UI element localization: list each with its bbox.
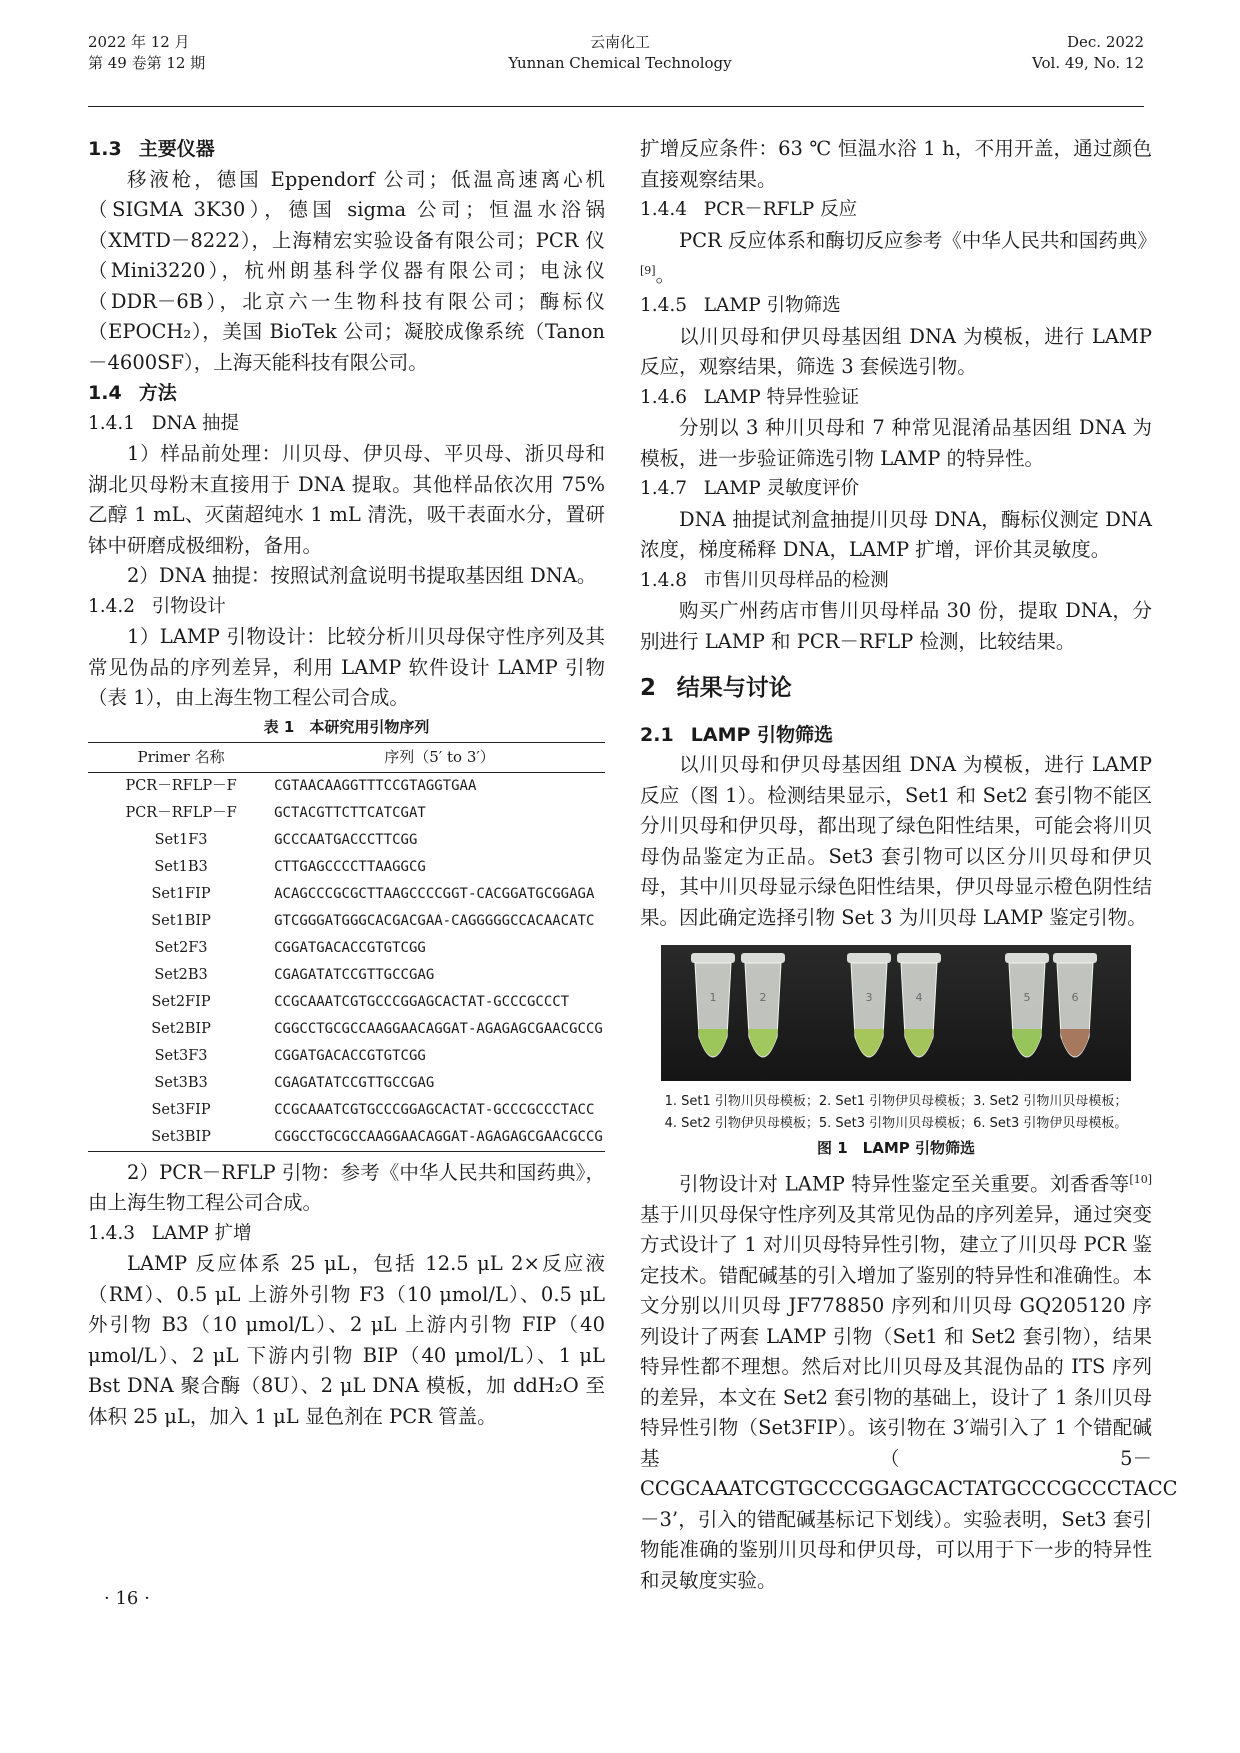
header-date-cn: 2022 年 12 月: [88, 33, 190, 51]
figure-caption-line-1: 1. Set1 引物川贝母模板；2. Set1 引物伊贝母模板；3. Set2 引物川贝母模板；: [664, 1093, 1128, 1109]
section-1-4-5-text: 以川贝母和伊贝母基因组 DNA 为模板，进行 LAMP 反应，观察结果，筛选 3 套候选引物。: [640, 324, 1152, 378]
primer-sequence: CCGCAAATCGTGCCCGGAGCACTAT-GCCCGCCCTACC: [274, 1101, 595, 1118]
tube-label: 3: [865, 991, 873, 1004]
primer-table: [88, 742, 605, 1152]
left-column: [88, 134, 605, 1432]
tube-cap: [691, 953, 735, 963]
primer-name: Set1F3: [154, 831, 208, 848]
primer-name: PCR－RFLP－F: [125, 804, 237, 821]
tube-label: 5: [1023, 991, 1031, 1004]
section-1-4-2-para-2: 2）PCR－RFLP 引物：参考《中华人民共和国药典》，由上海生物工程公司合成。: [88, 1160, 605, 1214]
table-header-name: Primer 名称: [88, 742, 274, 772]
primer-sequence: CTTGAGCCCCTTAAGGCG: [274, 858, 426, 875]
table-row: [88, 935, 605, 962]
primer-name: Set3BIP: [151, 1128, 211, 1145]
tube-label: 4: [915, 991, 923, 1004]
tube-cap: [847, 953, 891, 963]
primer-name: Set1BIP: [151, 912, 211, 929]
header-rule: [88, 106, 1144, 107]
primer-sequence: CGGCCTGCGCCAAGGAACAGGAT-AGAGAGCGAACGCCG: [274, 1128, 603, 1145]
section-1-4-1-para-2: 2）DNA 抽提：按照试剂盒说明书提取基因组 DNA。: [127, 564, 597, 587]
primer-name: Set3FIP: [151, 1101, 211, 1118]
section-1-4-6-heading: 1.4.6 LAMP 特异性验证: [640, 386, 860, 408]
section-1-4-4-heading: 1.4.4 PCR－RFLP 反应: [640, 199, 858, 220]
section-1-4-7-text: DNA 抽提试剂盒抽提川贝母 DNA，酶标仪测定 DNA 浓度，梯度稀释 DNA，LAMP 扩增，评价其灵敏度。: [640, 507, 1152, 561]
primer-sequence: CGAGATATCCGTTGCCGAG: [274, 1074, 435, 1091]
primer-sequence: CCGCAAATCGTGCCCGGAGCACTAT-GCCCGCCCT: [274, 993, 570, 1010]
table-header-sequence: 序列（5′ to 3′）: [274, 742, 605, 772]
tube-cap: [897, 953, 941, 963]
figure-title: 图 1 LAMP 引物筛选: [817, 1138, 975, 1157]
section-1-3-heading: 1.3 主要仪器: [88, 138, 215, 160]
primer-sequence: GTCGGGATGGGCACGACGAA-CAGGGGGCCACAACATC: [274, 912, 595, 929]
section-1-3-text: 移液枪，德国 Eppendorf 公司；低温高速离心机（SIGMA 3K30），德国 sigma 公司；恒温水浴锅（XMTD－8222），上海精宏实验设备有限公司；PCR 仪（Mini3220），杭州朗基科学仪器有限公司；电泳仪（DDR－6B），北京六一生物科技有限公司；酶标仪（EPOCH₂），美国 BioTek 公司；凝胶成像系统（Tanon－4600SF），上海天能科技有限公司。: [88, 167, 605, 374]
primer-sequence: CGGCCTGCGCCAAGGAACAGGAT-AGAGAGCGAACGCCG: [274, 1020, 603, 1037]
header-date-en: Dec. 2022: [1066, 33, 1144, 51]
section-1-4-7-heading: 1.4.7 LAMP 灵敏度评价: [640, 478, 860, 499]
table-row: [88, 908, 605, 935]
primer-name: Set2F3: [154, 939, 208, 956]
primer-name: PCR－RFLP－F: [125, 777, 237, 794]
primer-name: Set1B3: [154, 858, 208, 875]
header-right: [1032, 32, 1144, 74]
primer-sequence: GCTACGTTCTTCATCGAT: [274, 804, 426, 821]
primer-name: Set1FIP: [151, 885, 211, 902]
primer-sequence: CGTAACAAGGTTTCCGTAGGTGAA: [274, 777, 477, 794]
tube-label: 2: [759, 991, 767, 1004]
section-1-4-3-heading: 1.4.3 LAMP 扩增: [88, 1222, 252, 1244]
section-1-4-1-para-1: 1）样品前处理：川贝母、伊贝母、平贝母、浙贝母和湖北贝母粉末直接用于 DNA 提取。其他样品依次用 75% 乙醇 1 mL、灭菌超纯水 1 mL 清洗，吸干表面水分，置研钵中研磨成极细粉，备用。: [88, 442, 605, 557]
journal-title-en: Yunnan Chemical Technology: [508, 54, 732, 72]
table-header-row: [88, 742, 605, 772]
figure-1: [640, 945, 1152, 1161]
section-1-4-heading: 1.4 方法: [88, 382, 177, 404]
primer-sequence: CGGATGACACCGTGTCGG: [274, 939, 426, 956]
primer-sequence: ACAGCCCGCGCTTAAGCCCCGGT-CACGGATGCGGAGA: [274, 885, 595, 902]
primer-name: Set3B3: [154, 1074, 208, 1091]
table-row: [88, 1097, 605, 1124]
section-1-4-2-heading: 1.4.2 引物设计: [88, 595, 226, 617]
section-1-4-2-para-1: 1）LAMP 引物设计：比较分析川贝母保守性序列及其常见伪品的序列差异，利用 LAMP 软件设计 LAMP 引物（表 1），由上海生物工程公司合成。: [88, 625, 605, 709]
amplification-conditions: 扩增反应条件：63 ℃ 恒温水浴 1 h，不用开盖，通过颜色直接观察结果。: [640, 137, 1152, 191]
primer-name: Set2FIP: [151, 993, 211, 1010]
table-row: [88, 1070, 605, 1097]
tube-cap: [1005, 953, 1049, 963]
section-1-4-5-heading: 1.4.5 LAMP 引物筛选: [640, 295, 841, 316]
primer-name: Set2B3: [154, 966, 208, 983]
table-row: [88, 854, 605, 881]
primer-sequence: CGGATGACACCGTGTCGG: [274, 1047, 426, 1064]
primer-sequence: CGAGATATCCGTTGCCGAG: [274, 966, 435, 983]
tube-label: 6: [1071, 991, 1079, 1004]
table-row: [88, 1016, 605, 1043]
primer-sequence: GCCCAATGACCCTTCGG: [274, 831, 418, 848]
table-caption: 表 1 本研究用引物序列: [263, 717, 430, 736]
right-column: [640, 134, 1178, 1596]
table-row: [88, 1124, 605, 1152]
tube-cap: [1053, 953, 1097, 963]
figure-caption-line-2: 4. Set2 引物伊贝母模板；5. Set3 引物川贝母模板；6. Set3 引物伊贝母模板。: [664, 1115, 1128, 1131]
table-row: [88, 881, 605, 908]
section-1-4-1-heading: 1.4.1 DNA 抽提: [88, 412, 239, 434]
section-1-4-3-text: LAMP 反应体系 25 μL，包括 12.5 μL 2×反应液（RM）、0.5 μL 上游外引物 F3（10 μmol/L）、0.5 μL 外引物 B3（10 μmol/L）、2 μL 上游内引物 FIP（40 μmol/L）、2 μL 下游内引物 BIP（40 μmol/L）、1 μL Bst DNA 聚合酶（8U）、2 μL DNA 模板，加 ddH₂O 至体积 25 μL，加入 1 μL 显色剂在 PCR 管盖。: [88, 1252, 605, 1428]
section-2-1-heading: 2.1 LAMP 引物筛选: [640, 723, 834, 746]
tube-label: 1: [709, 991, 717, 1004]
section-1-4-6-text: 分别以 3 种川贝母和 7 种常见混淆品基因组 DNA 为模板，进一步验证筛选引物 LAMP 的特异性。: [640, 416, 1152, 470]
tube-photo: [661, 945, 1131, 1081]
journal-title-cn: 云南化工: [589, 33, 650, 51]
table-row: [88, 1043, 605, 1070]
tube-cap: [741, 953, 785, 963]
citation-9: [9]: [640, 264, 656, 277]
section-2-1-text: 以川贝母和伊贝母基因组 DNA 为模板，进行 LAMP 反应（图 1）。检测结果显示，Set1 和 Set2 套引物不能区分川贝母和伊贝母，都出现了绿色阳性结果，可能会将川贝母伪品鉴定为正品。Set3 套引物可以区分川贝母和伊贝母，其中川贝母显示绿色阳性结果，伊贝母显示橙色阴性结果。因此确定选择引物 Set 3 为川贝母 LAMP 鉴定引物。: [640, 753, 1152, 929]
table-row: [88, 989, 605, 1016]
header-volume-en: Vol. 49, No. 12: [1032, 54, 1144, 72]
section-2-heading: 2 结果与讨论: [640, 675, 792, 701]
table-row: [88, 800, 605, 827]
primer-name: Set2BIP: [151, 1020, 211, 1037]
table-row: [88, 962, 605, 989]
citation-10: [10]: [1129, 1172, 1152, 1186]
section-1-4-8-text: 购买广州药店市售川贝母样品 30 份，提取 DNA，分别进行 LAMP 和 PCR－RFLP 检测，比较结果。: [640, 599, 1152, 653]
table-row: [88, 772, 605, 800]
primer-name: Set3F3: [154, 1047, 208, 1064]
table-row: [88, 827, 605, 854]
discussion-text: 引物设计对 LAMP 特异性鉴定至关重要。刘香香等[10]基于川贝母保守性序列及其常见伪品的序列差异，通过突变方式设计了 1 对川贝母特异性引物，建立了川贝母 PCR 鉴定技术。错配碱基的引入增加了鉴别的特异性和准确性。本文分别以川贝母 JF778850 序列和川贝母 GQ205120 序列设计了两套 LAMP 引物（Set1 和 Set2 套引物），结果特异性都不理想。然后对比川贝母及其混伪品的 ITS 序列的差异，本文在 Set2 套引物的基础上，设计了 1 条川贝母特异性引物（Set3FIP）。该引物在 3′端引入了 1 个错配碱基（5－CCGCAAATCGTGCCCGGAGCACTATGCCCGCCCTACC－3’，引入的错配碱基标记下划线）。实验表明，Set3 套引物能准确的鉴别川贝母和伊贝母，可以用于下一步的特异性和灵敏度实验。: [640, 1172, 1178, 1592]
header-volume-cn: 第 49 卷第 12 期: [88, 54, 206, 72]
page-number: · 16 ·: [104, 1588, 150, 1609]
section-1-4-8-heading: 1.4.8 市售川贝母样品的检测: [640, 569, 889, 591]
section-1-4-4-text: PCR 反应体系和酶切反应参考《中华人民共和国药典》[9]。: [640, 228, 1157, 287]
